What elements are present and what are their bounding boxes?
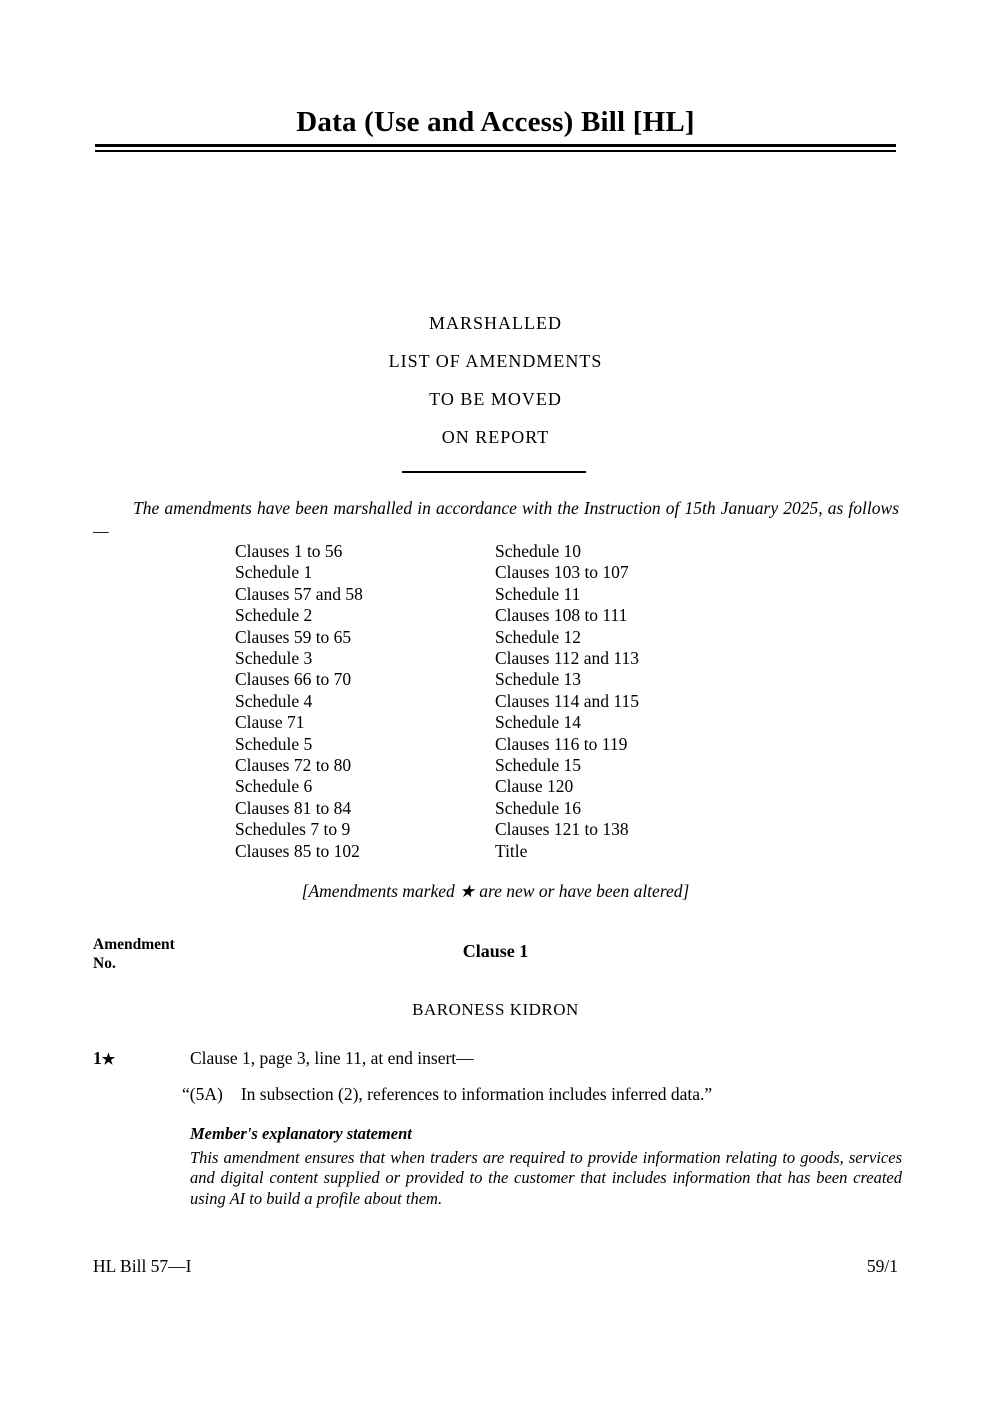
new-amendment-star-icon: ★ bbox=[101, 1052, 116, 1068]
marshalling-item: Schedule 6 bbox=[235, 776, 313, 797]
marshalling-item: Schedule 16 bbox=[495, 797, 582, 818]
inserted-subsection-body: In subsection (2), references to information includes inferred data.” bbox=[240, 1084, 713, 1104]
inserted-subsection-label: “(5A) bbox=[182, 1084, 223, 1104]
marshalling-item: Clause 120 bbox=[495, 776, 574, 797]
marshalling-item: Clauses 85 to 102 bbox=[235, 840, 360, 861]
marshalling-item: Schedule 10 bbox=[495, 541, 582, 561]
marshalling-item: Clauses 114 and 115 bbox=[495, 690, 640, 711]
page-footer bbox=[93, 1256, 898, 1277]
marshalling-item: Clauses 57 and 58 bbox=[235, 583, 363, 604]
marshalling-item: Clauses 116 to 119 bbox=[495, 733, 628, 754]
marshalling-item: Schedule 15 bbox=[495, 755, 582, 776]
marshalling-item: Schedule 3 bbox=[235, 648, 313, 669]
page-sheet-number: 59/1 bbox=[866, 1256, 898, 1276]
marshalling-item: Schedule 14 bbox=[495, 712, 582, 733]
marshalling-item: Clauses 103 to 107 bbox=[495, 562, 629, 583]
marshalling-item: Schedule 5 bbox=[235, 733, 313, 754]
marshalling-item: Clauses 1 to 56 bbox=[235, 541, 343, 561]
marshalling-item: Clauses 112 and 113 bbox=[495, 648, 640, 669]
document-title: Data (Use and Access) Bill [HL] bbox=[296, 106, 695, 138]
marshalling-item: Schedule 4 bbox=[235, 690, 313, 711]
new-amendments-note: [Amendments marked ★ are new or have been altered] bbox=[301, 881, 690, 901]
marshalling-order-right-column bbox=[495, 541, 639, 862]
marshalling-item: Clauses 81 to 84 bbox=[235, 797, 352, 818]
amendment-entry bbox=[93, 1048, 898, 1069]
explanatory-statement bbox=[190, 1124, 902, 1209]
title-double-rule bbox=[95, 144, 896, 152]
marshalled-heading-line: LIST OF AMENDMENTS bbox=[388, 351, 603, 371]
marshalling-item: Clauses 72 to 80 bbox=[235, 755, 352, 776]
marshalling-item: Schedule 1 bbox=[235, 562, 313, 583]
marshalled-heading-line: TO BE MOVED bbox=[429, 389, 562, 409]
marshalling-order-left-column bbox=[235, 541, 363, 862]
marshalling-item: Schedule 11 bbox=[495, 583, 581, 604]
clause-heading: Clause 1 bbox=[462, 941, 529, 961]
marshalling-item: Clauses 66 to 70 bbox=[235, 669, 352, 690]
marshalling-item: Title bbox=[495, 840, 528, 861]
amendment-number-label-line: No. bbox=[93, 955, 116, 972]
explanatory-statement-text: This amendment ensures that when traders are required to provide information relating to goods, services and digital content supplied or provided to the customer that includes information that has been created using AI to build a profile about them. bbox=[190, 1147, 902, 1208]
marshalling-item: Clauses 108 to 111 bbox=[495, 605, 628, 626]
marshalling-item: Schedules 7 to 9 bbox=[235, 819, 351, 840]
amendment-inserted-text bbox=[182, 1084, 712, 1105]
marshalling-item: Schedule 2 bbox=[235, 605, 313, 626]
marshalled-heading bbox=[0, 304, 991, 456]
amendment-number-value: 1 bbox=[93, 1048, 102, 1068]
amendment-number bbox=[93, 1048, 115, 1069]
amendment-number-label-line: Amendment bbox=[93, 936, 175, 953]
bill-reference: HL Bill 57—I bbox=[93, 1256, 192, 1276]
amendment-instruction-text: Clause 1, page 3, line 11, at end insert— bbox=[190, 1048, 474, 1068]
marshalling-item: Clauses 59 to 65 bbox=[235, 626, 352, 647]
marshalled-heading-line: MARSHALLED bbox=[428, 313, 562, 333]
marshalled-heading-line: ON REPORT bbox=[441, 427, 550, 447]
marshalling-item: Clauses 121 to 138 bbox=[495, 819, 629, 840]
amendment-mover-name: BARONESS KIDRON bbox=[412, 1000, 579, 1019]
section-separator-rule bbox=[402, 471, 586, 473]
explanatory-statement-title: Member's explanatory statement bbox=[190, 1124, 412, 1143]
marshalling-intro-paragraph: The amendments have been marshalled in accordance with the Instruction of 15th January 2025, as follows— bbox=[93, 498, 899, 541]
marshalling-item: Clause 71 bbox=[235, 712, 305, 733]
marshalling-item: Schedule 12 bbox=[495, 626, 582, 647]
marshalling-item: Schedule 13 bbox=[495, 669, 582, 690]
